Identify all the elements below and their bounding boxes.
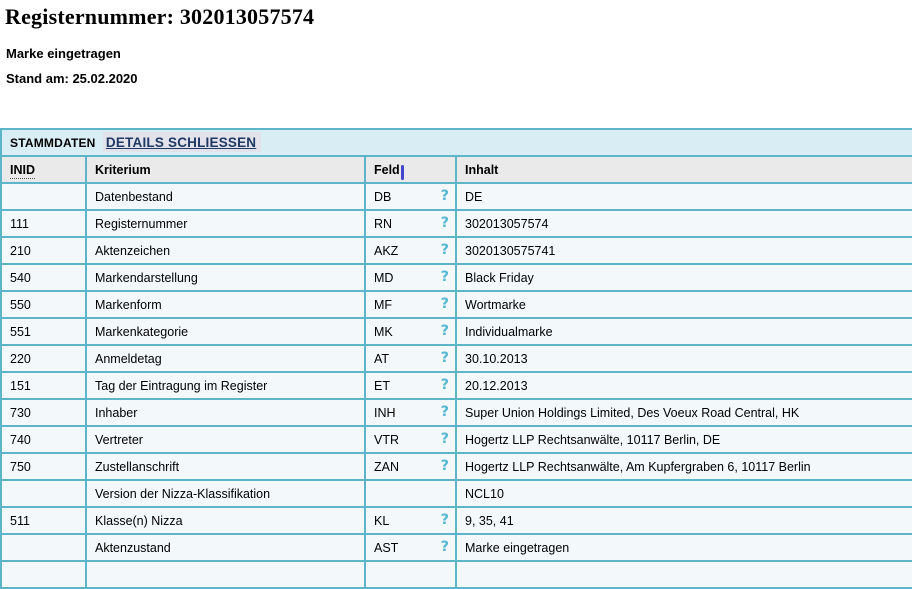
- help-icon[interactable]: ?: [440, 323, 449, 340]
- cell-kriterium: Datenbestand: [86, 183, 365, 210]
- help-icon[interactable]: ?: [440, 458, 449, 475]
- column-header-kriterium: Kriterium: [86, 156, 365, 183]
- cell-feld: [365, 264, 456, 291]
- help-icon[interactable]: ?: [440, 404, 449, 421]
- help-icon[interactable]: ?: [440, 215, 449, 232]
- cell-feld: [365, 237, 456, 264]
- cell-inhalt: [456, 561, 912, 588]
- cell-inhalt: Marke eingetragen: [456, 534, 912, 561]
- cell-inid: 551: [1, 318, 86, 345]
- cell-inhalt: Black Friday: [456, 264, 912, 291]
- cell-inhalt: Hogertz LLP Rechtsanwälte, Am Kupfergraben 6, 10117 Berlin: [456, 453, 912, 480]
- feld-code: DB: [374, 189, 392, 204]
- cell-inid: 151: [1, 372, 86, 399]
- feld-code: RN: [374, 216, 393, 231]
- cell-inhalt: 30.10.2013: [456, 345, 912, 372]
- table-row: [1, 264, 912, 291]
- cell-feld: [365, 318, 456, 345]
- help-icon[interactable]: ?: [440, 512, 449, 529]
- table-body: [1, 129, 912, 588]
- table-row: [1, 453, 912, 480]
- feld-code: VTR: [374, 432, 399, 447]
- cell-inid: [1, 183, 86, 210]
- cell-inhalt: Super Union Holdings Limited, Des Voeux Road Central, HK: [456, 399, 912, 426]
- feld-code: ET: [374, 378, 390, 393]
- cell-kriterium: Aktenzeichen: [86, 237, 365, 264]
- help-icon[interactable]: ?: [440, 242, 449, 259]
- cell-inhalt: 302013057574: [456, 210, 912, 237]
- table-row: [1, 561, 912, 588]
- cell-inid: 750: [1, 453, 86, 480]
- cell-feld: [365, 507, 456, 534]
- cell-inid: 550: [1, 291, 86, 318]
- cell-kriterium: Tag der Eintragung im Register: [86, 372, 365, 399]
- table-row: [1, 183, 912, 210]
- table-row: [1, 507, 912, 534]
- feld-code: AT: [374, 351, 390, 366]
- cell-kriterium: Zustellanschrift: [86, 453, 365, 480]
- cell-kriterium: Aktenzustand: [86, 534, 365, 561]
- help-icon[interactable]: ?: [440, 188, 449, 205]
- cell-inhalt: Individualmarke: [456, 318, 912, 345]
- table-header-row: [1, 156, 912, 183]
- status-date: Stand am: 25.02.2020: [6, 71, 138, 86]
- table-row: [1, 345, 912, 372]
- cell-kriterium: Version der Nizza-Klassifikation: [86, 480, 365, 507]
- help-icon[interactable]: ?: [440, 296, 449, 313]
- cell-kriterium: Vertreter: [86, 426, 365, 453]
- table-caption-row: [1, 129, 912, 156]
- page-header: [0, 0, 912, 86]
- cell-kriterium: Markendarstellung: [86, 264, 365, 291]
- cell-inid: [1, 561, 86, 588]
- cell-feld: [365, 372, 456, 399]
- table-row: [1, 318, 912, 345]
- cell-kriterium: Markenkategorie: [86, 318, 365, 345]
- cell-kriterium: Registernummer: [86, 210, 365, 237]
- table-row: [1, 426, 912, 453]
- column-header-inid: INID: [1, 156, 86, 183]
- table-caption: STAMMDATEN: [10, 136, 96, 150]
- feld-code: MD: [374, 270, 394, 285]
- table-row: [1, 237, 912, 264]
- cell-inid: 740: [1, 426, 86, 453]
- text-cursor-icon: [401, 165, 404, 180]
- stammdaten-table: [0, 128, 912, 589]
- cell-inid: 111: [1, 210, 86, 237]
- column-header-inhalt: Inhalt: [456, 156, 912, 183]
- feld-code: MF: [374, 297, 393, 312]
- feld-code: KL: [374, 513, 390, 528]
- feld-code: AST: [374, 540, 399, 555]
- cell-inid: 730: [1, 399, 86, 426]
- cell-inhalt: Hogertz LLP Rechtsanwälte, 10117 Berlin, DE: [456, 426, 912, 453]
- cell-kriterium: [86, 561, 365, 588]
- cell-kriterium: Klasse(n) Nizza: [86, 507, 365, 534]
- table-row: [1, 372, 912, 399]
- cell-feld: [365, 426, 456, 453]
- cell-feld: [365, 399, 456, 426]
- cell-kriterium: Markenform: [86, 291, 365, 318]
- cell-feld: [365, 534, 456, 561]
- help-icon[interactable]: ?: [440, 539, 449, 556]
- cell-feld: [365, 345, 456, 372]
- cell-inhalt: 3020130575741: [456, 237, 912, 264]
- cell-feld: [365, 453, 456, 480]
- cell-inid: [1, 534, 86, 561]
- help-icon[interactable]: ?: [440, 350, 449, 367]
- feld-code: ZAN: [374, 459, 399, 474]
- cell-kriterium: Inhaber: [86, 399, 365, 426]
- feld-code: AKZ: [374, 243, 399, 258]
- cell-inhalt: 20.12.2013: [456, 372, 912, 399]
- cell-inhalt: Wortmarke: [456, 291, 912, 318]
- cell-inhalt: NCL10: [456, 480, 912, 507]
- table-row: [1, 534, 912, 561]
- table-row: [1, 399, 912, 426]
- cell-kriterium: Anmeldetag: [86, 345, 365, 372]
- feld-code: INH: [374, 405, 396, 420]
- cell-inhalt: 9, 35, 41: [456, 507, 912, 534]
- cell-inid: 220: [1, 345, 86, 372]
- cell-feld: [365, 210, 456, 237]
- cell-feld: [365, 291, 456, 318]
- page-title: Registernummer: 302013057574: [5, 4, 315, 29]
- column-header-feld: Feld: [365, 156, 456, 183]
- cell-feld: [365, 480, 456, 507]
- trademark-status: Marke eingetragen: [6, 46, 121, 61]
- help-icon[interactable]: ?: [440, 431, 449, 448]
- cell-feld: [365, 183, 456, 210]
- help-icon[interactable]: ?: [440, 269, 449, 286]
- cell-inid: 210: [1, 237, 86, 264]
- table-row: [1, 480, 912, 507]
- table-row: [1, 291, 912, 318]
- details-close-link[interactable]: DETAILS SCHLIESSEN: [103, 132, 261, 152]
- help-icon[interactable]: ?: [440, 377, 449, 394]
- feld-code: MK: [374, 324, 393, 339]
- table-row: [1, 210, 912, 237]
- cell-feld: [365, 561, 456, 588]
- cell-inhalt: DE: [456, 183, 912, 210]
- cell-inid: [1, 480, 86, 507]
- cell-inid: 540: [1, 264, 86, 291]
- cell-inid: 511: [1, 507, 86, 534]
